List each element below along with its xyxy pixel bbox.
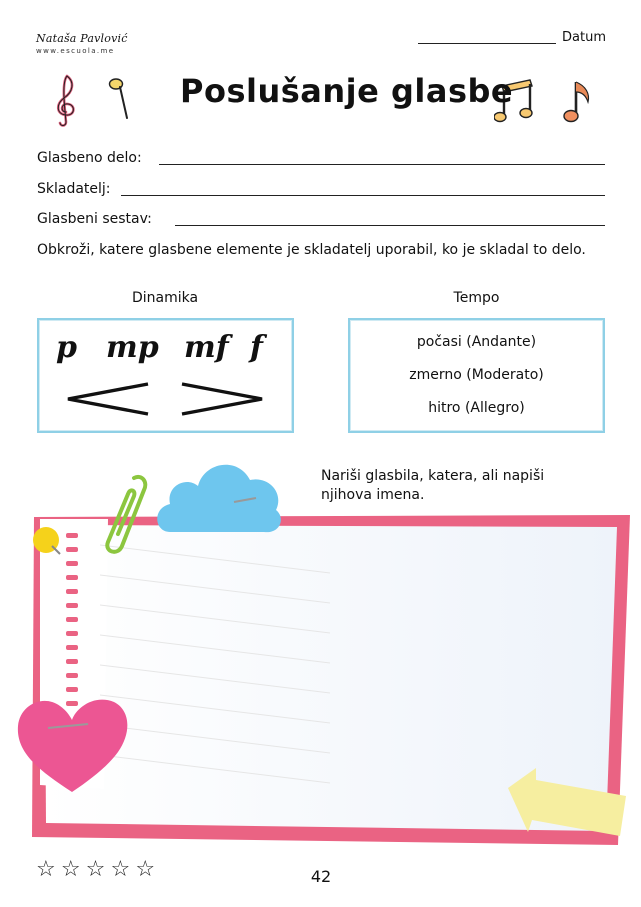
rating-star-icon[interactable]: ☆ — [135, 857, 156, 882]
author-signature: Nataša Pavlović — [36, 32, 128, 45]
paperclip-icon — [100, 472, 150, 558]
field-label-composer: Skladatelj: — [37, 181, 111, 197]
tempo-title: Tempo — [453, 290, 500, 306]
tempo-option-moderato[interactable]: zmerno (Moderato) — [409, 367, 544, 383]
dynamic-mark[interactable]: mf — [184, 330, 229, 365]
single-note-icon — [562, 76, 596, 128]
field-label-ensemble: Glasbeni sestav: — [37, 211, 152, 227]
rating-stars — [36, 859, 155, 881]
dynamics-title: Dinamika — [131, 290, 199, 306]
rating-star-icon[interactable]: ☆ — [60, 857, 81, 882]
dynamic-mark[interactable]: mp — [106, 330, 159, 365]
date-line — [418, 43, 556, 44]
treble-clef-icon — [48, 72, 82, 128]
rating-star-icon[interactable]: ☆ — [110, 857, 131, 882]
crescendo-icon[interactable] — [66, 382, 150, 416]
field-line-work[interactable] — [159, 164, 605, 165]
decrescendo-icon[interactable] — [180, 382, 264, 416]
rating-star-icon[interactable]: ☆ — [85, 857, 106, 882]
page-title: Poslušanje glasbe — [180, 72, 514, 110]
field-line-ensemble[interactable] — [175, 225, 605, 226]
heart-icon — [14, 692, 130, 798]
draw-instruction: Nariši glasbila, katera, ali napiši njihova imena. — [321, 468, 545, 503]
dynamic-mark[interactable]: f — [250, 330, 263, 365]
sticky-note-arrow-icon — [506, 766, 630, 840]
page-number: 42 — [310, 867, 332, 886]
pushpin-icon — [30, 524, 64, 558]
cloud-icon — [152, 452, 286, 538]
website-label: www.escuola.me — [36, 47, 115, 55]
tempo-option-andante[interactable]: počasi (Andante) — [416, 334, 537, 350]
tempo-option-allegro[interactable]: hitro (Allegro) — [428, 400, 525, 416]
instruction-text: Obkroži, katere glasbene elemente je skladatelj uporabil, ko je skladal to delo. — [37, 242, 586, 258]
music-note-icon — [106, 74, 134, 122]
field-label-work: Glasbeno delo: — [37, 150, 142, 166]
rating-star-icon[interactable]: ☆ — [36, 857, 56, 882]
dynamic-mark[interactable]: p — [56, 330, 77, 365]
field-line-composer[interactable] — [121, 195, 605, 196]
date-label: Datum — [562, 30, 606, 45]
